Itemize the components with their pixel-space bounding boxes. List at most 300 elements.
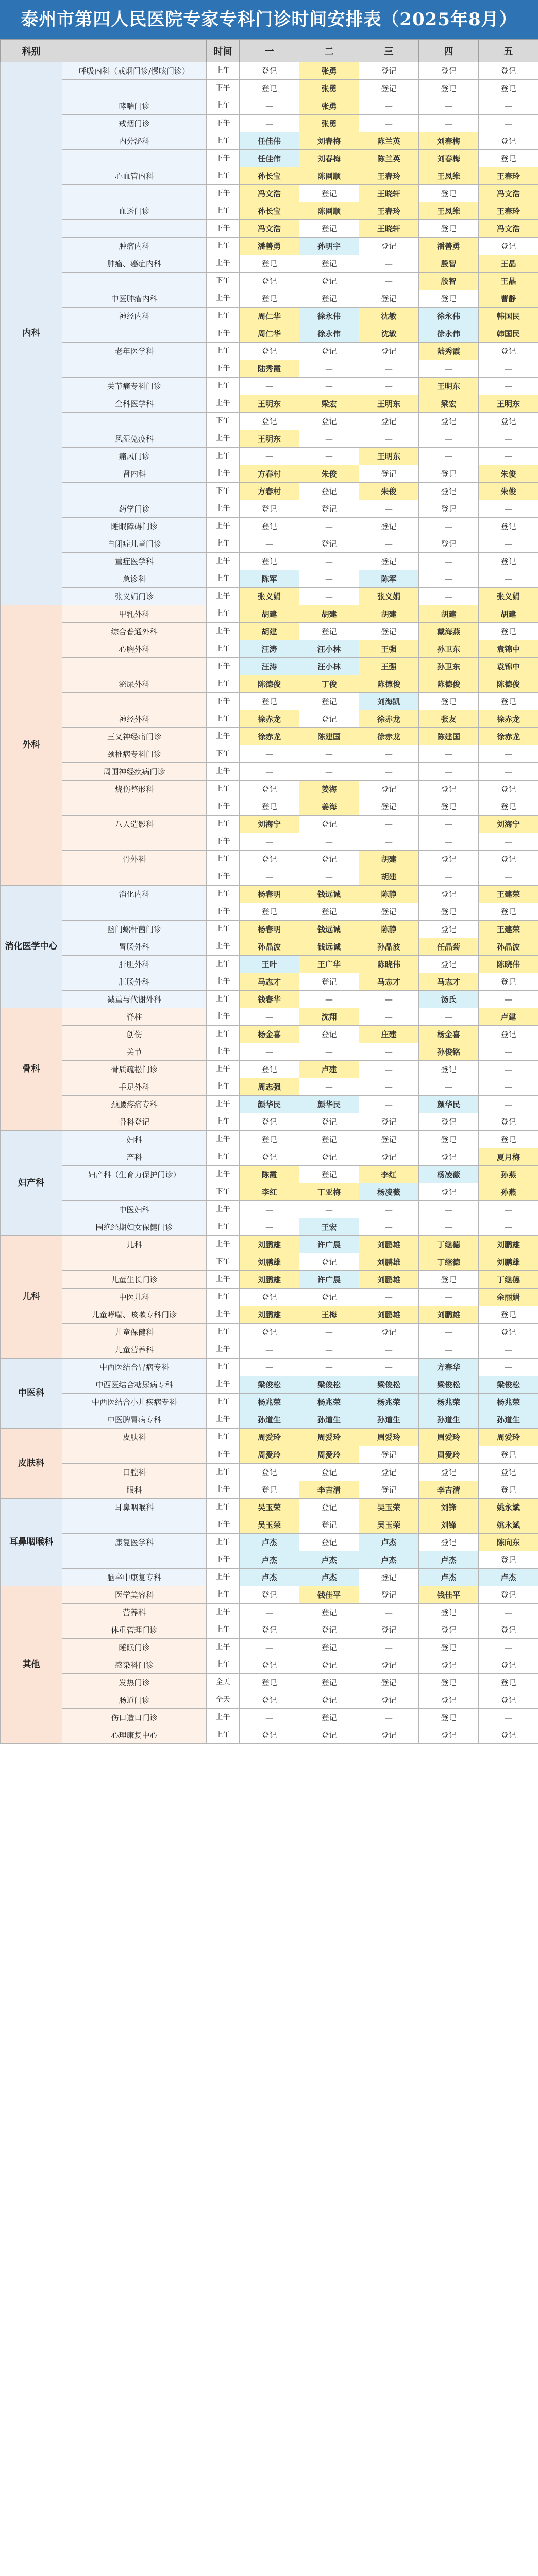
- schedule-row: [1, 1043, 538, 1061]
- clinic-cell: 周围神经疾病门诊: [62, 763, 207, 781]
- doctor-cell: 沈翔: [299, 1008, 359, 1026]
- session-cell: 上午: [207, 1534, 240, 1551]
- doctor-cell: —: [359, 255, 419, 273]
- clinic-cell: 风湿免疫科: [62, 430, 207, 448]
- doctor-cell: 登记: [419, 1621, 479, 1639]
- doctor-cell: 杨凌薇: [359, 1183, 419, 1201]
- session-cell: 上午: [207, 465, 240, 483]
- doctor-cell: —: [359, 1061, 419, 1078]
- clinic-cell: 眼科: [62, 1481, 207, 1499]
- doctor-cell: —: [299, 518, 359, 535]
- doctor-cell: 钱佳平: [299, 1586, 359, 1604]
- schedule-row: [1, 483, 538, 500]
- header-time: 时间: [207, 40, 240, 62]
- doctor-cell: 卢建: [479, 1008, 538, 1026]
- doctor-cell: 登记: [359, 343, 419, 360]
- session-cell: 上午: [207, 1008, 240, 1026]
- schedule-row: [1, 956, 538, 973]
- doctor-cell: 登记: [299, 973, 359, 991]
- doctor-cell: 陈德俊: [240, 675, 299, 693]
- doctor-cell: 登记: [299, 1166, 359, 1183]
- doctor-cell: 登记: [359, 1148, 419, 1166]
- doctor-cell: 登记: [359, 238, 419, 255]
- doctor-cell: 孙晶波: [359, 938, 419, 956]
- schedule-row: [1, 1656, 538, 1674]
- clinic-cell: 中医脾胃病专科: [62, 1411, 207, 1429]
- doctor-cell: 登记: [240, 500, 299, 518]
- session-cell: 上午: [207, 1639, 240, 1656]
- doctor-cell: —: [240, 763, 299, 781]
- doctor-cell: 登记: [479, 80, 538, 97]
- clinic-cell: 哮喘门诊: [62, 97, 207, 115]
- doctor-cell: 登记: [359, 413, 419, 430]
- doctor-cell: 登记: [299, 255, 359, 273]
- doctor-cell: 朱俊: [479, 465, 538, 483]
- doctor-cell: 登记: [419, 903, 479, 921]
- doctor-cell: 卢杰: [359, 1534, 419, 1551]
- header-fri: 五: [479, 40, 538, 62]
- session-cell: 上午: [207, 132, 240, 150]
- doctor-cell: 登记: [479, 1691, 538, 1709]
- schedule-row: [1, 360, 538, 378]
- schedule-row: [1, 1569, 538, 1586]
- clinic-cell: 中医肿瘤内科: [62, 290, 207, 308]
- doctor-cell: 登记: [359, 553, 419, 570]
- schedule-row: [1, 1218, 538, 1236]
- doctor-cell: 登记: [359, 623, 419, 640]
- clinic-cell: 老年医学科: [62, 343, 207, 360]
- doctor-cell: 登记: [299, 693, 359, 710]
- session-cell: 下午: [207, 903, 240, 921]
- clinic-cell: 睡眠门诊: [62, 1639, 207, 1656]
- doctor-cell: 刘鹏雄: [419, 1306, 479, 1324]
- schedule-row: [1, 921, 538, 938]
- clinic-cell: 妇产科（生育力保护门诊）: [62, 1166, 207, 1183]
- doctor-cell: —: [479, 1218, 538, 1236]
- schedule-row: [1, 413, 538, 430]
- doctor-cell: 登记: [479, 150, 538, 167]
- session-cell: 下午: [207, 273, 240, 290]
- doctor-cell: 钱远诚: [299, 921, 359, 938]
- doctor-cell: 登记: [240, 1481, 299, 1499]
- doctor-cell: 登记: [479, 518, 538, 535]
- schedule-row: [1, 1639, 538, 1656]
- doctor-cell: 陈德俊: [479, 675, 538, 693]
- doctor-cell: —: [479, 833, 538, 851]
- doctor-cell: 胡建: [419, 605, 479, 623]
- schedule-row: [1, 255, 538, 273]
- doctor-cell: 徐赤龙: [240, 710, 299, 728]
- doctor-cell: 登记: [299, 1026, 359, 1043]
- clinic-cell: 肿瘤、癌症内科: [62, 255, 207, 273]
- doctor-cell: 登记: [419, 413, 479, 430]
- session-cell: 下午: [207, 693, 240, 710]
- doctor-cell: —: [419, 1218, 479, 1236]
- clinic-cell: 睡眠障碍门诊: [62, 518, 207, 535]
- doctor-cell: —: [419, 448, 479, 465]
- doctor-cell: 登记: [299, 903, 359, 921]
- doctor-cell: —: [240, 97, 299, 115]
- doctor-cell: 陆秀霞: [419, 343, 479, 360]
- doctor-cell: 汤氏: [419, 991, 479, 1008]
- doctor-cell: 周仁华: [240, 308, 299, 325]
- session-cell: 上午: [207, 623, 240, 640]
- schedule-row: [1, 745, 538, 763]
- doctor-cell: 刘鹏雄: [240, 1236, 299, 1253]
- doctor-cell: 马志才: [419, 973, 479, 991]
- doctor-cell: 朱俊: [299, 465, 359, 483]
- schedule-row: [1, 167, 538, 185]
- doctor-cell: 登记: [359, 62, 419, 80]
- doctor-cell: 王晓轩: [359, 220, 419, 238]
- clinic-cell: 耳鼻咽喉科: [62, 1499, 207, 1516]
- doctor-cell: 刘鹏雄: [479, 1253, 538, 1271]
- doctor-cell: —: [419, 1324, 479, 1341]
- doctor-cell: —: [359, 115, 419, 132]
- clinic-cell: 张义娟门诊: [62, 588, 207, 605]
- doctor-cell: —: [479, 360, 538, 378]
- doctor-cell: —: [299, 745, 359, 763]
- doctor-cell: 王明东: [240, 430, 299, 448]
- doctor-cell: 梁俊松: [419, 1376, 479, 1394]
- doctor-cell: —: [479, 1359, 538, 1376]
- session-cell: 上午: [207, 553, 240, 570]
- doctor-cell: 陈霞: [240, 1166, 299, 1183]
- doctor-cell: 登记: [240, 1289, 299, 1306]
- doctor-cell: 任晶菊: [419, 938, 479, 956]
- doctor-cell: 登记: [419, 535, 479, 553]
- doctor-cell: 刘海宁: [479, 816, 538, 833]
- clinic-cell: [62, 325, 207, 343]
- session-cell: 上午: [207, 763, 240, 781]
- session-cell: 上午: [207, 1113, 240, 1131]
- doctor-cell: 王建荣: [479, 921, 538, 938]
- doctor-cell: 杨凌薇: [419, 1166, 479, 1183]
- doctor-cell: 登记: [479, 1131, 538, 1148]
- schedule-row: [1, 553, 538, 570]
- doctor-cell: 登记: [240, 518, 299, 535]
- session-cell: 下午: [207, 833, 240, 851]
- schedule-row: [1, 658, 538, 675]
- doctor-cell: 登记: [299, 816, 359, 833]
- doctor-cell: —: [479, 1061, 538, 1078]
- doctor-cell: 孙晶波: [240, 938, 299, 956]
- doctor-cell: 登记: [359, 781, 419, 798]
- doctor-cell: 吴玉荣: [240, 1516, 299, 1534]
- doctor-cell: 颜华民: [240, 1096, 299, 1113]
- clinic-cell: 关节痛专科门诊: [62, 378, 207, 395]
- doctor-cell: 登记: [479, 1586, 538, 1604]
- schedule-row: [1, 1271, 538, 1289]
- schedule-row: [1, 728, 538, 745]
- doctor-cell: —: [299, 1078, 359, 1096]
- clinic-cell: [62, 798, 207, 816]
- doctor-cell: 殷智: [419, 255, 479, 273]
- session-cell: 上午: [207, 1289, 240, 1306]
- schedule-row: [1, 1481, 538, 1499]
- doctor-cell: 登记: [299, 1253, 359, 1271]
- clinic-cell: 妇科: [62, 1131, 207, 1148]
- doctor-cell: 孙燕: [479, 1166, 538, 1183]
- schedule-row: [1, 1253, 538, 1271]
- clinic-cell: 呼吸内科（戒烟门诊/慢咳门诊）: [62, 62, 207, 80]
- doctor-cell: —: [359, 1078, 419, 1096]
- doctor-cell: 汪涛: [240, 658, 299, 675]
- doctor-cell: 孙道生: [299, 1411, 359, 1429]
- session-cell: 上午: [207, 728, 240, 745]
- clinic-cell: 儿童哮喘、咳嗽专科门诊: [62, 1306, 207, 1324]
- clinic-cell: [62, 483, 207, 500]
- clinic-cell: 中西医结合胃病专科: [62, 1359, 207, 1376]
- doctor-cell: 登记: [299, 623, 359, 640]
- doctor-cell: 登记: [240, 1148, 299, 1166]
- session-cell: 上午: [207, 1464, 240, 1481]
- doctor-cell: —: [479, 1078, 538, 1096]
- doctor-cell: —: [299, 378, 359, 395]
- doctor-cell: 登记: [359, 1481, 419, 1499]
- clinic-cell: [62, 1183, 207, 1201]
- doctor-cell: 徐赤龙: [479, 710, 538, 728]
- schedule-row: [1, 1359, 538, 1376]
- clinic-cell: [62, 185, 207, 202]
- doctor-cell: 登记: [359, 903, 419, 921]
- doctor-cell: 登记: [479, 1726, 538, 1744]
- session-cell: 上午: [207, 202, 240, 220]
- doctor-cell: 登记: [419, 1061, 479, 1078]
- doctor-cell: 登记: [359, 1691, 419, 1709]
- doctor-cell: —: [419, 1289, 479, 1306]
- clinic-cell: 心胸外科: [62, 640, 207, 658]
- session-cell: 上午: [207, 448, 240, 465]
- doctor-cell: 王明东: [359, 395, 419, 413]
- doctor-cell: 王晓轩: [359, 185, 419, 202]
- session-cell: 下午: [207, 1183, 240, 1201]
- schedule-row: [1, 781, 538, 798]
- clinic-cell: 脊柱: [62, 1008, 207, 1026]
- doctor-cell: 徐赤龙: [359, 710, 419, 728]
- doctor-cell: —: [419, 1078, 479, 1096]
- schedule-row: [1, 1324, 538, 1341]
- session-cell: 下午: [207, 658, 240, 675]
- doctor-cell: —: [240, 448, 299, 465]
- doctor-cell: 登记: [479, 1324, 538, 1341]
- doctor-cell: 冯文浩: [479, 220, 538, 238]
- doctor-cell: 登记: [359, 1464, 419, 1481]
- doctor-cell: —: [299, 1341, 359, 1359]
- doctor-cell: 登记: [299, 710, 359, 728]
- schedule-row: [1, 1429, 538, 1446]
- schedule-row: [1, 1078, 538, 1096]
- schedule-row: [1, 1183, 538, 1201]
- doctor-cell: —: [240, 868, 299, 886]
- doctor-cell: —: [479, 991, 538, 1008]
- doctor-cell: 登记: [299, 1499, 359, 1516]
- session-cell: 上午: [207, 378, 240, 395]
- doctor-cell: 登记: [299, 1534, 359, 1551]
- doctor-cell: —: [359, 378, 419, 395]
- doctor-cell: 登记: [419, 1131, 479, 1148]
- schedule-row: [1, 675, 538, 693]
- session-cell: 上午: [207, 710, 240, 728]
- doctor-cell: 登记: [240, 1324, 299, 1341]
- schedule-table: [0, 39, 538, 1744]
- doctor-cell: 王梅: [299, 1306, 359, 1324]
- doctor-cell: 登记: [479, 62, 538, 80]
- session-cell: 下午: [207, 360, 240, 378]
- schedule-row: [1, 1166, 538, 1183]
- clinic-cell: 甲乳外科: [62, 605, 207, 623]
- clinic-cell: 儿童营养科: [62, 1341, 207, 1359]
- session-cell: 上午: [207, 535, 240, 553]
- doctor-cell: —: [359, 97, 419, 115]
- dept-cell: 内科: [1, 62, 62, 605]
- doctor-cell: —: [419, 360, 479, 378]
- schedule-row: [1, 1691, 538, 1709]
- dept-cell: 妇产科: [1, 1131, 62, 1236]
- session-cell: 上午: [207, 1061, 240, 1078]
- session-cell: 上午: [207, 430, 240, 448]
- doctor-cell: —: [240, 745, 299, 763]
- clinic-cell: 手足外科: [62, 1078, 207, 1096]
- doctor-cell: 登记: [419, 851, 479, 868]
- schedule-row: [1, 1709, 538, 1726]
- doctor-cell: 登记: [479, 1674, 538, 1691]
- doctor-cell: 登记: [299, 1148, 359, 1166]
- doctor-cell: 梁俊松: [479, 1376, 538, 1394]
- header-mon: 一: [240, 40, 299, 62]
- doctor-cell: 陆秀霞: [240, 360, 299, 378]
- session-cell: 下午: [207, 798, 240, 816]
- doctor-cell: 孙道生: [240, 1411, 299, 1429]
- session-cell: 上午: [207, 1131, 240, 1148]
- doctor-cell: 钱佳平: [419, 1586, 479, 1604]
- doctor-cell: 马志才: [240, 973, 299, 991]
- doctor-cell: 胡建: [299, 605, 359, 623]
- doctor-cell: 王春玲: [479, 202, 538, 220]
- session-cell: 上午: [207, 1726, 240, 1744]
- schedule-row: [1, 1306, 538, 1324]
- doctor-cell: —: [299, 588, 359, 605]
- doctor-cell: —: [419, 833, 479, 851]
- clinic-cell: 医学美容科: [62, 1586, 207, 1604]
- doctor-cell: —: [359, 763, 419, 781]
- doctor-cell: —: [479, 763, 538, 781]
- doctor-cell: 孙明宇: [299, 238, 359, 255]
- doctor-cell: 王强: [359, 658, 419, 675]
- doctor-cell: 周爱玲: [479, 1429, 538, 1446]
- doctor-cell: 登记: [359, 465, 419, 483]
- doctor-cell: 登记: [299, 1656, 359, 1674]
- schedule-row: [1, 115, 538, 132]
- session-cell: 下午: [207, 868, 240, 886]
- doctor-cell: —: [240, 1359, 299, 1376]
- session-cell: 上午: [207, 851, 240, 868]
- doctor-cell: 登记: [240, 273, 299, 290]
- doctor-cell: 周爱玲: [419, 1429, 479, 1446]
- doctor-cell: 登记: [299, 185, 359, 202]
- session-cell: 上午: [207, 1026, 240, 1043]
- doctor-cell: 杨兆荣: [419, 1394, 479, 1411]
- doctor-cell: —: [419, 868, 479, 886]
- doctor-cell: —: [479, 535, 538, 553]
- session-cell: 上午: [207, 1621, 240, 1639]
- doctor-cell: —: [299, 1324, 359, 1341]
- schedule-row: [1, 938, 538, 956]
- doctor-cell: 登记: [419, 1148, 479, 1166]
- doctor-cell: 徐赤龙: [479, 728, 538, 745]
- session-cell: 上午: [207, 1043, 240, 1061]
- schedule-row: [1, 588, 538, 605]
- schedule-row: [1, 535, 538, 553]
- doctor-cell: 登记: [240, 693, 299, 710]
- schedule-row: [1, 1586, 538, 1604]
- doctor-cell: 登记: [479, 781, 538, 798]
- doctor-cell: 丁继德: [479, 1271, 538, 1289]
- doctor-cell: —: [479, 868, 538, 886]
- clinic-cell: 肾内科: [62, 465, 207, 483]
- doctor-cell: 登记: [299, 1604, 359, 1621]
- doctor-cell: 登记: [419, 921, 479, 938]
- clinic-cell: [62, 1446, 207, 1464]
- doctor-cell: 颜华民: [419, 1096, 479, 1113]
- clinic-cell: 产科: [62, 1148, 207, 1166]
- doctor-cell: 登记: [419, 886, 479, 903]
- doctor-cell: 韩国民: [479, 325, 538, 343]
- doctor-cell: 王明东: [359, 448, 419, 465]
- schedule-row: [1, 343, 538, 360]
- session-cell: 上午: [207, 921, 240, 938]
- clinic-cell: 皮肤科: [62, 1429, 207, 1446]
- clinic-cell: 口腔科: [62, 1464, 207, 1481]
- doctor-cell: 登记: [359, 1586, 419, 1604]
- session-cell: 上午: [207, 1271, 240, 1289]
- doctor-cell: 卢杰: [240, 1551, 299, 1569]
- doctor-cell: 周爱玲: [359, 1429, 419, 1446]
- schedule-row: [1, 395, 538, 413]
- doctor-cell: —: [299, 553, 359, 570]
- doctor-cell: 登记: [240, 903, 299, 921]
- session-cell: 上午: [207, 290, 240, 308]
- doctor-cell: 杨春明: [240, 921, 299, 938]
- doctor-cell: 登记: [240, 1674, 299, 1691]
- doctor-cell: 杨兆荣: [240, 1394, 299, 1411]
- schedule-row: [1, 238, 538, 255]
- schedule-row: [1, 570, 538, 588]
- doctor-cell: 钱春华: [240, 991, 299, 1008]
- doctor-cell: 登记: [419, 1183, 479, 1201]
- doctor-cell: —: [240, 535, 299, 553]
- schedule-row: [1, 290, 538, 308]
- doctor-cell: 登记: [419, 1271, 479, 1289]
- doctor-cell: 登记: [479, 851, 538, 868]
- doctor-cell: —: [240, 115, 299, 132]
- dept-cell: 骨科: [1, 1008, 62, 1131]
- clinic-cell: 颈椎病专科门诊: [62, 745, 207, 763]
- doctor-cell: —: [299, 1043, 359, 1061]
- schedule-row: [1, 1341, 538, 1359]
- schedule-row: [1, 325, 538, 343]
- session-cell: 上午: [207, 1236, 240, 1253]
- doctor-cell: —: [240, 1341, 299, 1359]
- doctor-cell: 丁继德: [419, 1236, 479, 1253]
- doctor-cell: 登记: [479, 1551, 538, 1569]
- schedule-row: [1, 1394, 538, 1411]
- doctor-cell: 登记: [419, 465, 479, 483]
- doctor-cell: 徐赤龙: [359, 728, 419, 745]
- doctor-cell: —: [419, 553, 479, 570]
- doctor-cell: —: [359, 535, 419, 553]
- doctor-cell: 登记: [299, 1113, 359, 1131]
